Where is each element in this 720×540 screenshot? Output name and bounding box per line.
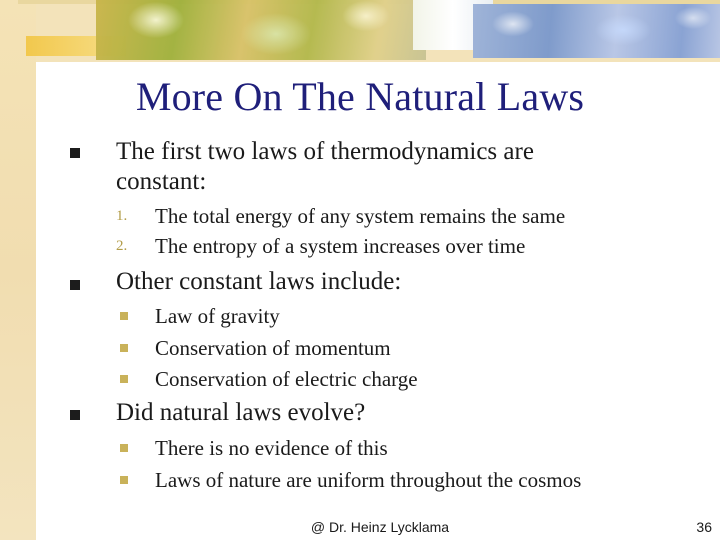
sub-bullet-text: Law of gravity <box>155 304 280 328</box>
bullet-text: The first two laws of thermodynamics are <box>116 138 534 165</box>
bullet-text: Other constant laws include: <box>116 268 402 295</box>
slide-page-number: 36 <box>696 519 712 535</box>
sub-bullet-square <box>120 476 128 484</box>
bullet-square <box>70 148 80 158</box>
sub-bullet-square <box>120 312 128 320</box>
bullet-square <box>70 410 80 420</box>
slide-title: More On The Natural Laws <box>135 74 585 119</box>
sub-bullet-text: There is no evidence of this <box>155 436 388 460</box>
sub-bullet-square <box>120 344 128 352</box>
banner-leaf-image <box>96 0 426 60</box>
sub-bullet-text: Conservation of momentum <box>155 336 391 360</box>
banner-flower-image <box>473 4 720 58</box>
decorative-banner <box>18 0 720 62</box>
bullet-square <box>70 280 80 290</box>
numbered-item-text: The entropy of a system increases over time <box>155 234 526 258</box>
sub-bullet-square <box>120 375 128 383</box>
list-number: 1. <box>116 208 128 224</box>
sub-bullet-text: Laws of nature are uniform throughout the cosmos <box>155 468 582 492</box>
bullet-text-continued: constant: <box>116 168 207 195</box>
list-number: 2. <box>116 238 128 254</box>
slide-footer: @ Dr. Heinz Lycklama <box>310 519 450 535</box>
bullet-text: Did natural laws evolve? <box>116 399 366 426</box>
numbered-item-text: The total energy of any system remains the same <box>155 204 566 228</box>
sub-bullet-text: Conservation of electric charge <box>155 367 418 391</box>
sub-bullet-square <box>120 444 128 452</box>
